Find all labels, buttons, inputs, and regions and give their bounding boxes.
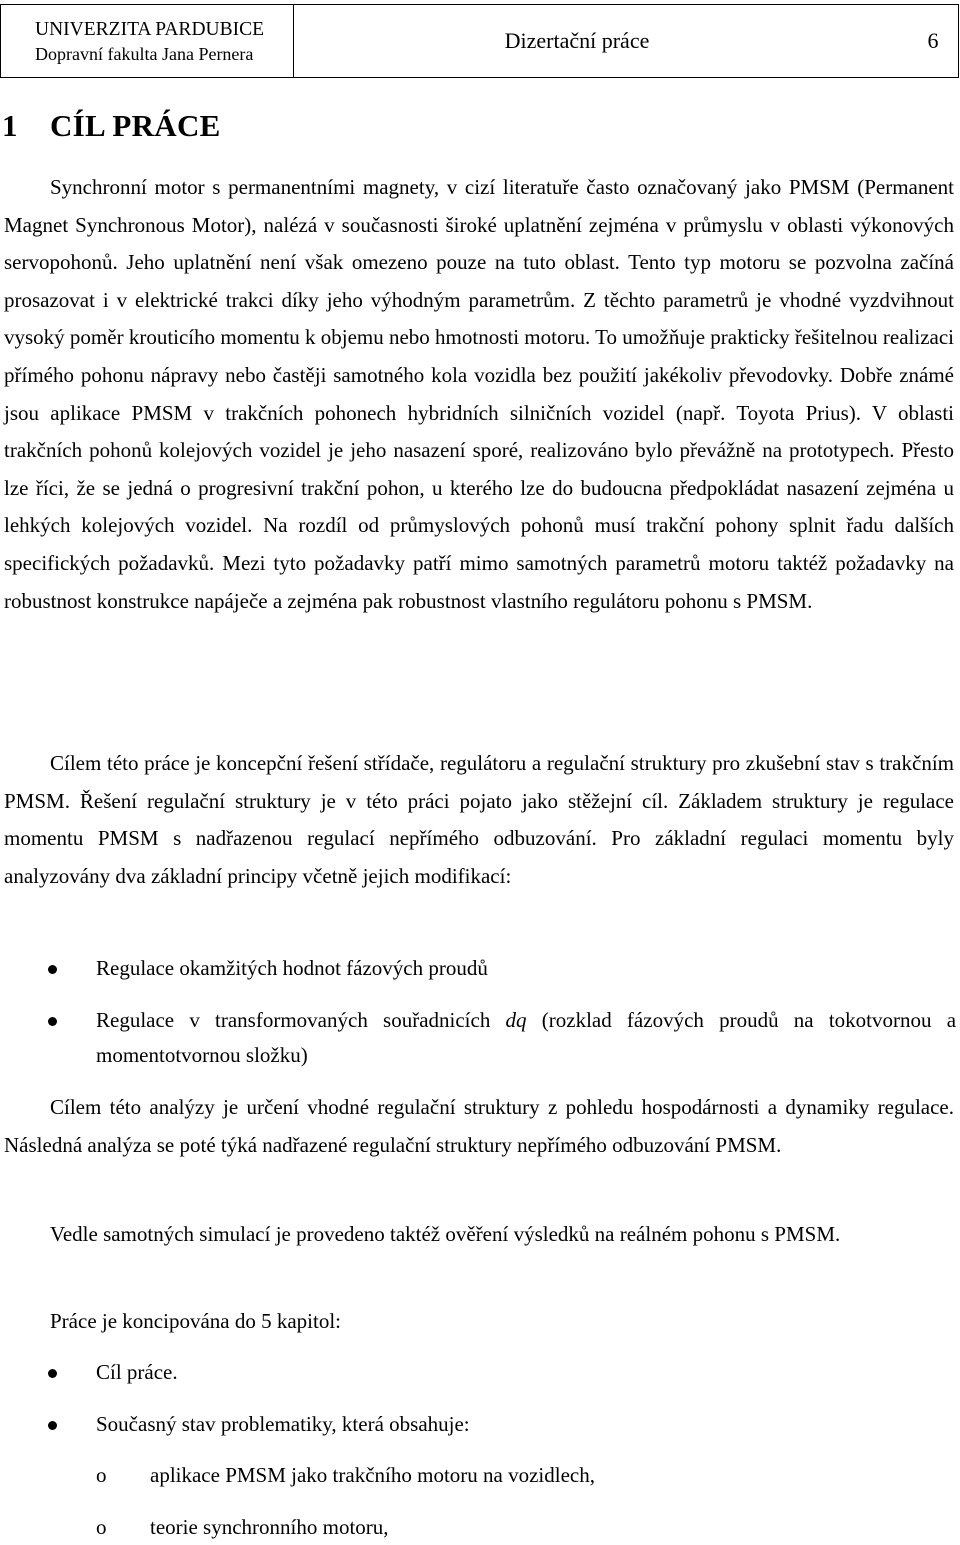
document-type: Dizertační práce <box>504 28 650 53</box>
faculty-name: Dopravní fakulta Jana Pernera <box>35 44 254 64</box>
header-institution <box>1 5 294 77</box>
sub-list-item: o aplikace PMSM jako trakčního motoru na vozidlech, <box>0 1458 956 1493</box>
chapter-number: 1 <box>2 108 18 143</box>
list-item: Cíl práce. <box>0 1355 956 1390</box>
circle-marker-icon: o <box>96 1463 107 1487</box>
sub-list-item: o teorie synchronního motoru, <box>0 1510 956 1545</box>
chapter-title: CÍL PRÁCE <box>50 108 221 143</box>
sub-list <box>0 1458 956 1545</box>
bullet-icon <box>48 965 57 974</box>
list-item: Regulace okamžitých hodnot fázových proudů <box>0 951 956 986</box>
chapters-list <box>0 1355 956 1442</box>
list-item: Regulace v transformovaných souřadnicích dq (rozklad fázových proudů na tokotvornou a momentotvornou složku) <box>0 1003 956 1073</box>
list-item: Současný stav problematiky, která obsahuje: <box>0 1407 956 1442</box>
bullet-icon <box>48 1017 57 1026</box>
page-number: 6 <box>927 28 939 53</box>
chapter-heading <box>2 108 221 144</box>
dq-symbol: dq <box>505 1008 527 1032</box>
university-name: UNIVERZITA PARDUBICE <box>35 19 265 40</box>
paragraph-intro: Synchronní motor s permanentními magnety, v cizí literatuře často označovaný jako PMSM (Permanent Magnet Synchronous Motor), nalézá v současnosti široké uplatnění zejména v průmyslu v oblasti výkonových servopohonů. Jeho uplatnění není však omezeno pouze na tuto oblast. Tento typ motoru se pozvolna začíná prosazovat i v elektrické trakci díky jeho výhodným parametrům. Z těchto parametrů je vhodné vyzdvihnout vysoký poměr krouticího momentu k objemu nebo hmotnosti motoru. To umožňuje prakticky řešitelnou realizaci přímého pohonu nápravy nebo častěji samotného kola vozidla bez použití jakékoliv převodovky. Dobře známé jsou aplikace PMSM v trakčních pohonech hybridních silničních vozidel (např. Toyota Prius). V oblasti trakčních pohonů kolejových vozidel je jeho nasazení sporé, realizováno bylo převážně na prototypech. Přesto lze říci, že se jedná o progresivní trakční pohon, u kterého lze do budoucna předpokládat nasazení zejména u lehkých kolejových vozidel. Na rozdíl od průmyslových pohonů musí trakční pohony splnit řadu dalších specifických požadavků. Mezi tyto požadavky patří mimo samotných parametrů motoru taktéž požadavky na robustnost konstrukce napáječe a zejména pak robustnost vlastního regulátoru pohonu s PMSM. <box>4 175 954 613</box>
paragraph-structure: Práce je koncipována do 5 kapitol: <box>50 1309 341 1333</box>
paragraph-goal: Cílem této práce je koncepční řešení střídače, regulátoru a regulační struktury pro zkušební stav s trakčním PMSM. Řešení regulační struktury je v této práci pojato jako stěžejní cíl. Základem struktury je regulace momentu PMSM s nadřazenou regulací nepřímého odbuzování. Pro základní regulaci momentu byly analyzovány dva základní principy včetně jejich modifikací: <box>4 751 954 888</box>
bullet-icon <box>48 1421 57 1430</box>
page-header <box>0 4 959 78</box>
circle-marker-icon: o <box>96 1515 107 1539</box>
bullet-icon <box>48 1369 57 1378</box>
paragraph-analysis: Cílem této analýzy je určení vhodné regulační struktury z pohledu hospodárnosti a dynamiky regulace. Následná analýza se poté týká nadřazené regulační struktury nepřímého odbuzování PMSM. <box>4 1095 954 1157</box>
paragraph-verification: Vedle samotných simulací je provedeno taktéž ověření výsledků na reálném pohonu s PMSM. <box>50 1222 841 1246</box>
principles-list <box>0 951 956 1073</box>
